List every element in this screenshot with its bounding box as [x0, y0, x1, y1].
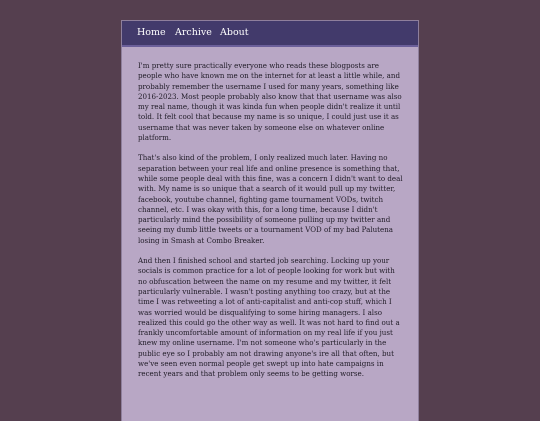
post-paragraph-2: That's also kind of the problem, I only realized much later. Having no separation between your real life and online presence is something that, while some people deal with this fine, was a concern I didn't want to deal with. My name is so unique that a search of it would pull up my twitter, facebook, youtube channel, fighting game tournament VODs, twitch channel, etc. I was okay with this, for a long time, because I didn't particularly mind the possibility of someone pulling up my twitter and seeing my dumb little tweets or a tournament VOD of my bad Palutena losing in Smash at Combo Breaker.	[138, 153, 403, 245]
nav-archive-link[interactable]: Archive	[175, 27, 212, 38]
top-navbar	[122, 21, 418, 47]
post-paragraph-1: I'm pretty sure practically everyone who reads these blogposts are people who have known me on the internet for at least a little while, and probably remember the username I used for many years, something like 2016-2023. Most people probably also know that that username was also my real name, though it was kinda fun when people didn't realize it until told. It felt cool that because my name is so unique, I could just use it as username that was never taken by someone else on whatever online platform.	[138, 61, 402, 143]
post-paragraph-3: And then I finished school and started job searching. Locking up your socials is common practice for a lot of people looking for work but with no obfuscation between the name on my resume and my twitter, it felt particularly vulnerable. I wasn't posting anything too crazy, but at the time I was retweeting a lot of anti-capitalist and anti-cop stuff, which I was worried would be disqualifying to some hiring managers. I also realized this could go the other way as well. It was not hard to find out a frankly uncomfortable amount of information on my real life if you just knew my online username. I'm not someone who's particularly in the public eye so I probably am not drawing anyone's ire all that often, but we've seen even normal people get swept up into hate campaigns in recent years and that problem only seems to be getting worse.	[138, 256, 400, 379]
page-container	[122, 21, 418, 421]
nav-about-link[interactable]: About	[220, 27, 249, 38]
nav-home-link[interactable]: Home	[137, 27, 166, 38]
post-content	[138, 61, 404, 390]
